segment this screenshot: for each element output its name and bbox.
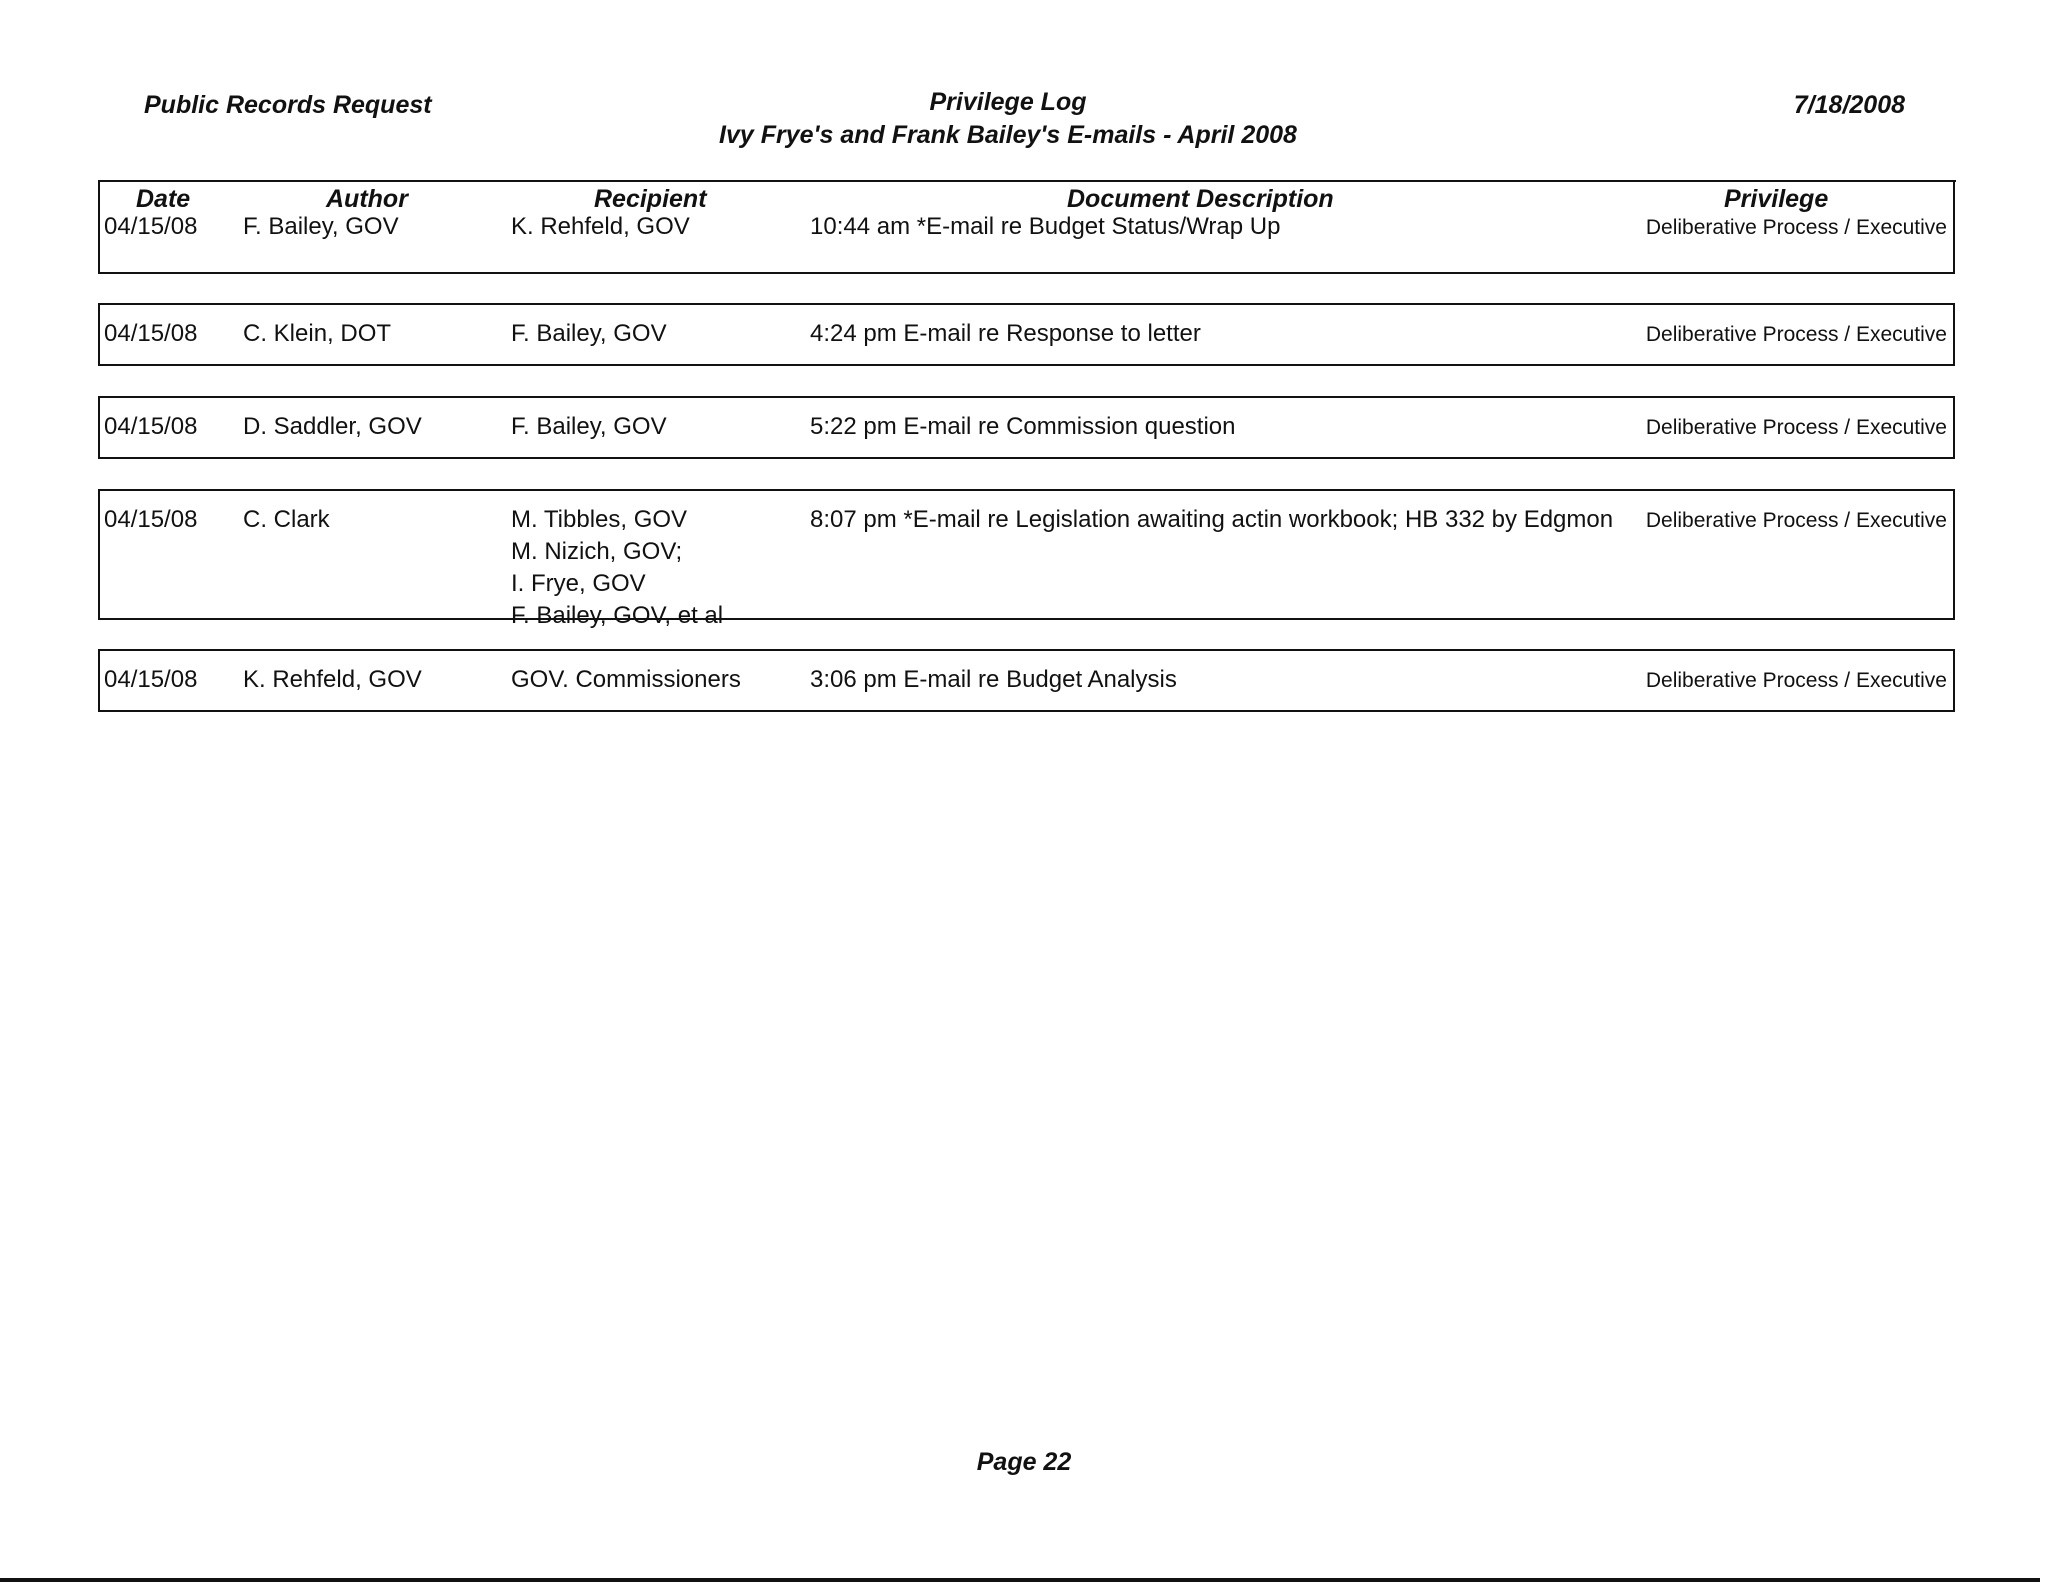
page-bottom-rule (0, 1578, 2040, 1582)
row-description: 5:22 pm E-mail re Commission question (810, 413, 1236, 440)
row-author: C. Klein, DOT (243, 320, 392, 347)
log-row (98, 489, 1955, 629)
column-header-privilege: Privilege (1724, 185, 1829, 213)
row-date: 04/15/08 (104, 506, 198, 533)
row-recipient: F. Bailey, GOV, et al (511, 602, 724, 629)
log-subtitle: Ivy Frye's and Frank Bailey's E-mails - April 2008 (719, 121, 1297, 149)
row-author: C. Clark (243, 506, 330, 533)
log-row (98, 303, 1955, 366)
row-author: D. Saddler, GOV (243, 413, 422, 440)
log-title: Privilege Log (929, 88, 1087, 116)
log-row (98, 396, 1955, 459)
row-privilege: Deliberative Process / Executive (1645, 323, 1947, 346)
request-title: Public Records Request (144, 91, 432, 119)
row-recipient: I. Frye, GOV (511, 570, 646, 597)
row-date: 04/15/08 (104, 666, 198, 693)
row-description: 8:07 pm *E-mail re Legislation awaiting actin workbook; HB 332 by Edgmon (810, 506, 1614, 533)
column-header-date: Date (136, 185, 191, 213)
log-row (98, 649, 1955, 712)
row-privilege: Deliberative Process / Executive (1645, 416, 1947, 439)
row-privilege: Deliberative Process / Executive (1645, 216, 1947, 239)
row-recipient: F. Bailey, GOV (511, 413, 667, 440)
column-header-author: Author (326, 185, 408, 213)
row-author: K. Rehfeld, GOV (243, 666, 422, 693)
row-description: 3:06 pm E-mail re Budget Analysis (810, 666, 1177, 693)
row-date: 04/15/08 (104, 320, 198, 347)
row-description: 4:24 pm E-mail re Response to letter (810, 320, 1201, 347)
log-title-block (624, 86, 1392, 152)
row-recipient: F. Bailey, GOV (511, 320, 667, 347)
column-header-recipient: Recipient (594, 185, 707, 213)
row-date: 04/15/08 (104, 413, 198, 440)
log-row (98, 181, 1955, 274)
row-description: 10:44 am *E-mail re Budget Status/Wrap Up (810, 213, 1281, 240)
document-date: 7/18/2008 (1793, 91, 1905, 119)
row-date: 04/15/08 (104, 213, 198, 240)
row-recipient: GOV. Commissioners (511, 666, 741, 693)
row-privilege: Deliberative Process / Executive (1645, 509, 1947, 532)
row-recipient: M. Nizich, GOV; (511, 538, 683, 565)
row-privilege: Deliberative Process / Executive (1645, 669, 1947, 692)
row-recipient: K. Rehfeld, GOV (511, 213, 690, 240)
row-author: F. Bailey, GOV (243, 213, 399, 240)
page-number: Page 22 (976, 1448, 1072, 1476)
column-header-description: Document Description (1067, 185, 1334, 213)
row-recipient: M. Tibbles, GOV (511, 506, 688, 533)
